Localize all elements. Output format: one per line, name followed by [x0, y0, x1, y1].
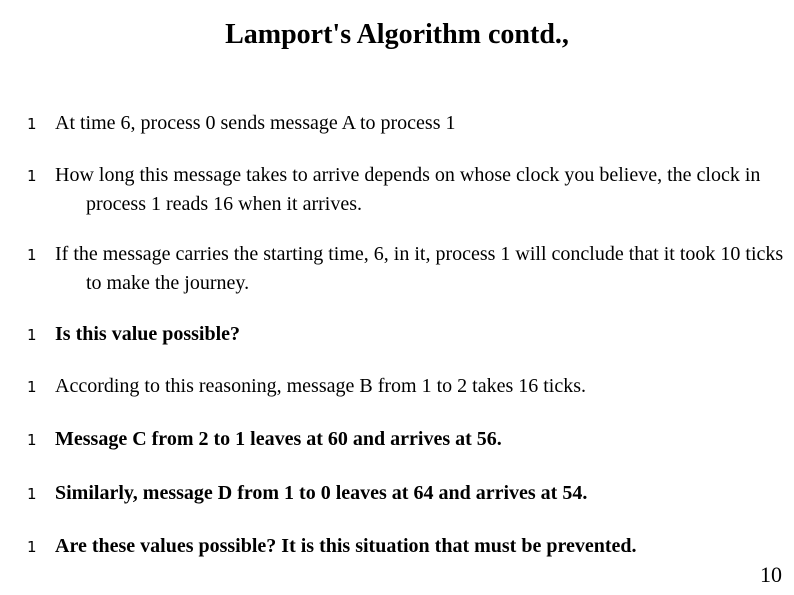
- bullet-marker: 1: [27, 326, 37, 344]
- bullet-text: How long this message takes to arrive depends on whose clock you believe, the clock in process 1 reads 16 when it arrives.: [55, 164, 761, 215]
- bullet-marker: 1: [27, 431, 37, 449]
- slide-title: Lamport's Algorithm contd.,: [225, 19, 569, 50]
- bullet-marker: 1: [27, 538, 37, 556]
- bullet-text: Are these values possible? It is this situation that must be prevented.: [55, 535, 637, 557]
- bullet-text: According to this reasoning, message B from 1 to 2 takes 16 ticks.: [55, 375, 587, 397]
- bullet-item: [0, 532, 780, 561]
- bullet-marker: 1: [27, 485, 37, 503]
- bullet-item: [0, 372, 780, 401]
- bullet-text: At time 6, process 0 sends message A to process 1: [55, 112, 456, 134]
- page-number: 10: [760, 562, 782, 587]
- bullet-text: Message C from 2 to 1 leaves at 60 and arrives at 56.: [55, 428, 502, 450]
- bullet-text: Is this value possible?: [55, 323, 241, 345]
- bullet-item: [0, 109, 780, 138]
- bullet-item: [0, 240, 784, 298]
- bullet-item: [0, 161, 780, 219]
- bullet-item: [0, 425, 780, 454]
- bullet-marker: 1: [27, 115, 37, 133]
- bullet-item: [0, 479, 780, 508]
- bullet-marker: 1: [27, 167, 37, 185]
- bullet-text: If the message carries the starting time, 6, in it, process 1 will conclude that it took 10 ticks to make the journey.: [55, 243, 784, 294]
- bullet-text: Similarly, message D from 1 to 0 leaves at 64 and arrives at 54.: [55, 482, 588, 504]
- bullet-marker: 1: [27, 378, 37, 396]
- bullet-marker: 1: [27, 246, 37, 264]
- bullet-item: [0, 320, 780, 349]
